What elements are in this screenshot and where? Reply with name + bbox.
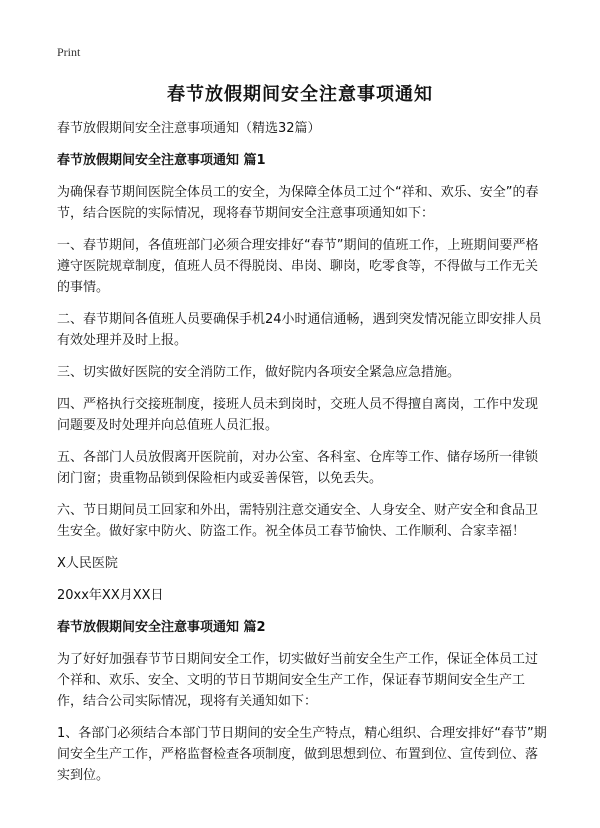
signature-date: 20xx年XX月XX日 <box>57 588 164 603</box>
document-subtitle: 春节放假期间安全注意事项通知（精选32篇） <box>57 121 321 136</box>
paragraph: 二、春节期间各值班人员要确保手机24小时通信通畅，遇到突发情况能立即安排人员有效处理并及时上报。 <box>57 312 542 348</box>
signature-org: X人民医院 <box>57 556 118 571</box>
paragraph: 四、严格执行交接班制度，接班人员未到岗时，交班人员不得擅自离岗，工作中发现问题要及时处理并向总值班人员汇报。 <box>57 397 539 433</box>
print-link[interactable]: Print <box>57 45 81 59</box>
paragraph: 一、春节期间，各值班部门必须合理安排好“春节”期间的值班工作，上班期间要严格遵守医院规章制度，值班人员不得脱岗、串岗、聊岗，吃零食等，不得做与工作无关的事情。 <box>57 238 539 295</box>
paragraph: 为确保春节期间医院全体员工的安全，为保障全体员工过个“祥和、欢乐、安全”的春节，结合医院的实际情况，现将春节期间安全注意事项通知如下： <box>57 185 539 221</box>
paragraph: 六、节日期间员工回家和外出，需特别注意交通安全、人身安全、财产安全和食品卫生安全。做好家中防火、防盗工作。祝全体员工春节愉快、工作顺利、合家幸福！ <box>57 503 539 539</box>
paragraph: 三、切实做好医院的安全消防工作，做好院内各项安全紧急应急措施。 <box>57 365 461 380</box>
section-heading-1: 春节放假期间安全注意事项通知 篇1 <box>57 153 266 168</box>
paragraph: 五、各部门人员放假离开医院前，对办公室、各科室、仓库等工作、储存场所一律锁闭门窗；贵重物品锁到保险柜内或妥善保管，以免丢失。 <box>57 450 539 486</box>
paragraph: 1、各部门必须结合本部门节日期间的安全生产特点，精心组织、合理安排好“春节”期间安全生产工作，严格监督检查各项制度，做到思想到位、布置到位、宣传到位、落实到位。 <box>57 726 547 783</box>
page-title: 春节放假期间安全注意事项通知 <box>167 84 433 105</box>
paragraph: 为了好好加强春节节日期间安全工作，切实做好当前安全生产工作，保证全体员工过个祥和、欢乐、安全、文明的节日节期间安全生产工作，保证春节期间安全生产工作，结合公司实际情况，现将有关通知如下： <box>57 652 539 709</box>
section-heading-2: 春节放假期间安全注意事项通知 篇2 <box>57 620 266 635</box>
document-body <box>57 118 549 797</box>
